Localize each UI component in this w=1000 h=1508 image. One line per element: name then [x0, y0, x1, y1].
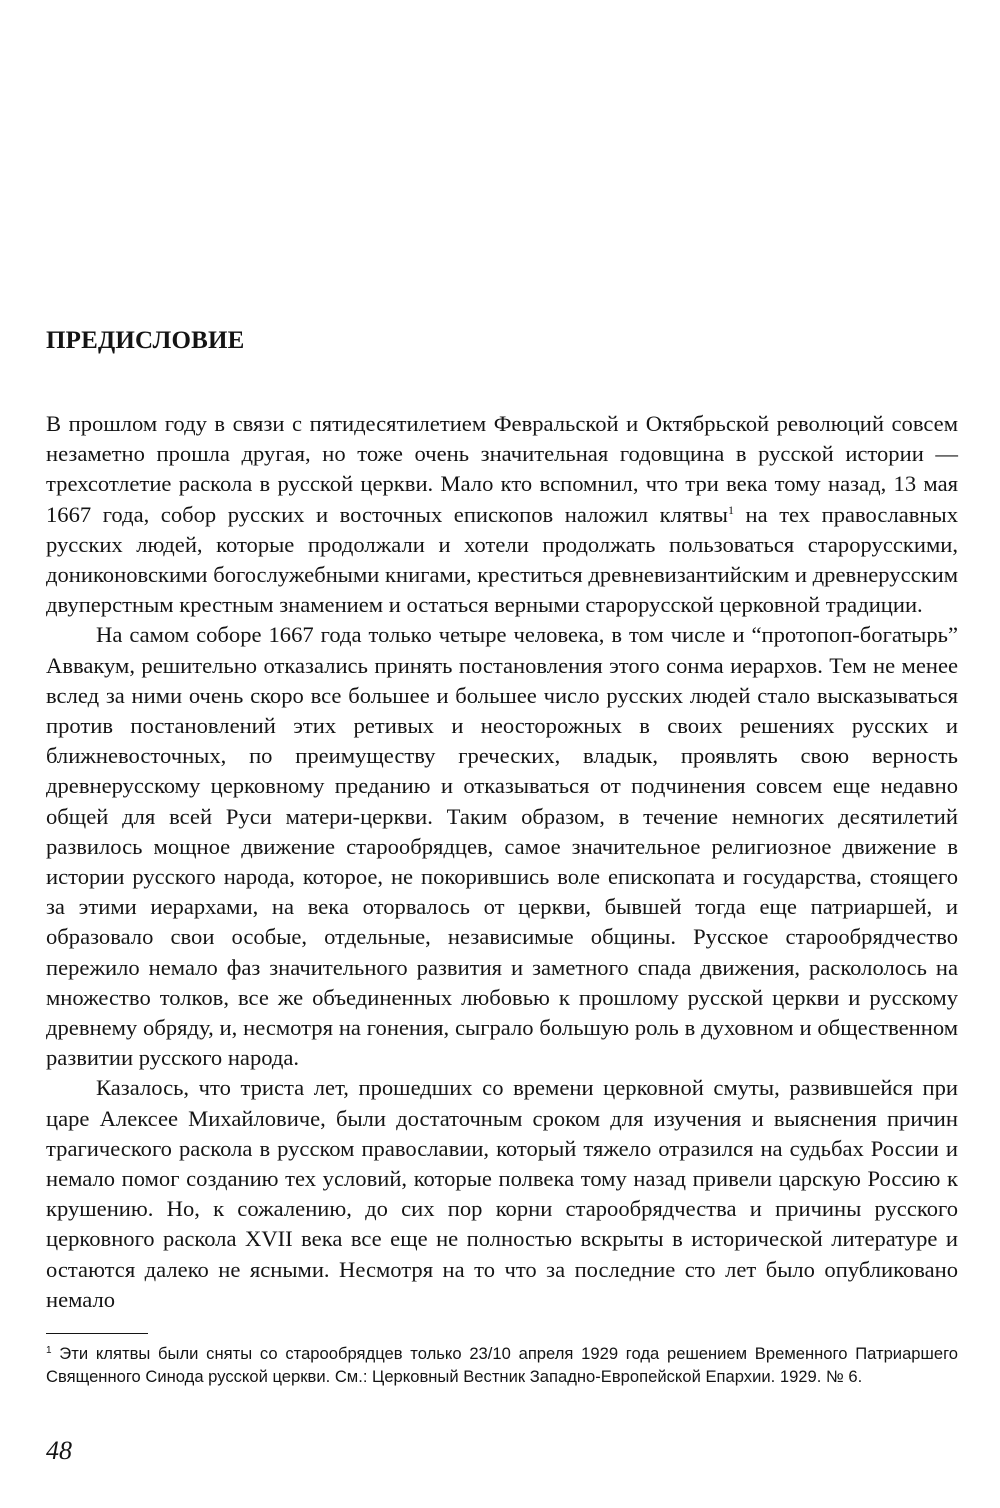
chapter-heading: ПРЕДИСЛОВИЕ: [46, 327, 245, 354]
footnote-reference: 1: [727, 502, 734, 517]
paragraph-1-text-start: В прошлом году в связи с пятидесятилетием Февральской и Октябрьской революций совсем незаметно прошла другая, но тоже очень значительная годовщина в русской истории — трехсотлетие раскола в русской церкви. Мало кто вспомнил, что три века тому назад, 13 мая 1667 года, собор русских и восточных епископов наложил клятвы: [46, 411, 958, 527]
footnote: [46, 1342, 958, 1388]
paragraph-3: Казалось, что триста лет, прошедших со времени церковной смуты, развившейся при царе Алексее Михайловиче, были достаточным сроком для изучения и выяснения причин трагического раскола в русском православии, который тяжело отразился на судьбах России и немало помог созданию тех условий, которые полвека тому назад привели царскую Россию к крушению. Но, к сожалению, до сих пор корни старообрядчества и причины русского церковного раскола XVII века все еще не полностью вскрыты в исторической литературе и остаются далеко не ясными. Несмотря на то что за последние сто лет было опубликовано немало: [46, 1075, 958, 1312]
book-page: [46, 0, 958, 1508]
footnote-divider: [46, 1333, 148, 1334]
paragraph-2: На самом соборе 1667 года только четыре человека, в том числе и “протопоп-богатырь” Аввакум, решительно отказались принять постановления этого сонма иерархов. Тем не менее вслед за ними очень скоро все большее и большее число русских людей стало высказываться против постановлений этих ретивых и неосторожных в своих решениях русских и ближневосточных, по преимуществу греческих, владык, проявлять свою верность древнерусскому церковному преданию и отказываться от подчинения совсем еще недавно общей для всей Руси матери-церкви. Таким образом, в течение немногих десятилетий развилось мощное движение старообрядцев, самое значительное религиозное движение в истории русского народа, которое, не покорившись воле епископата и государства, стоящего за этими иерархами, на века оторвалось от церкви, бывшей тогда еще патриаршей, и образовало свои особые, отдельные, независимые общины. Русское старообрядчество пережило немало фаз значительного развития и заметного спада движения, раскололось на множество толков, все же объединенных любовью к прошлому русской церкви и русскому древнему обряду, и, несмотря на гонения, сыграло большую роль в духовном и общественном развитии русского народа.: [46, 622, 958, 1071]
paragraph-1-text-end: на тех православных русских людей, которые продолжали и хотели продолжать пользоваться старорусскими, дониконовскими богослужебными книгами, креститься древневизантийским и древнерусским двуперстным крестным знамением и остаться верными старорусской церковной традиции.: [46, 501, 958, 618]
paragraph-1: [46, 409, 958, 620]
footnote-text: Эти клятвы были сняты со старообрядцев только 23/10 апреля 1929 года решением Временного Патриаршего Священного Синода русской церкви. См.: Церковный Вестник Западно-Европейской Епархии. 1929. № 6.: [46, 1344, 958, 1386]
body-text: [46, 409, 958, 1315]
footnote-mark: 1: [46, 1345, 52, 1356]
page-number: 48: [46, 1436, 72, 1465]
